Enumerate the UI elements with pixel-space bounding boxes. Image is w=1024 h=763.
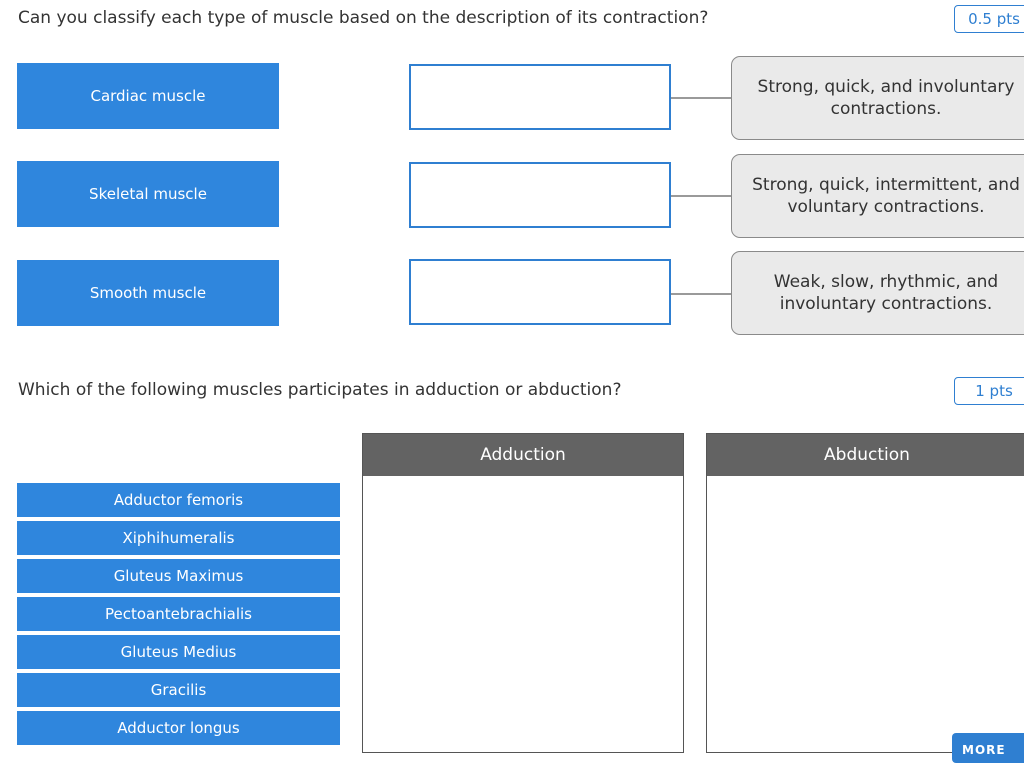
term-tile-skeletal[interactable]: Skeletal muscle: [17, 161, 279, 227]
muscle-item-tile[interactable]: Gluteus Medius: [17, 635, 340, 669]
description-card: Weak, slow, rhythmic, and involuntary contractions.: [731, 251, 1024, 335]
muscle-item-tile[interactable]: Adductor longus: [17, 711, 340, 745]
adduction-drop-zone[interactable]: [362, 433, 684, 753]
adduction-header: Adduction: [363, 434, 683, 476]
more-button[interactable]: MORE: [952, 733, 1024, 763]
question-1-text: Can you classify each type of muscle based on the description of its contraction?: [18, 8, 709, 28]
connector-line: [671, 293, 732, 295]
question-1-points-badge: 0.5 pts: [954, 5, 1024, 33]
abduction-header: Abduction: [707, 434, 1024, 476]
connector-line: [671, 97, 732, 99]
muscle-item-tile[interactable]: Gluteus Maximus: [17, 559, 340, 593]
term-tile-smooth[interactable]: Smooth muscle: [17, 260, 279, 326]
question-2-text: Which of the following muscles participates in adduction or abduction?: [18, 380, 622, 400]
muscle-item-tile[interactable]: Adductor femoris: [17, 483, 340, 517]
muscle-item-tile[interactable]: Pectoantebrachialis: [17, 597, 340, 631]
answer-drop-slot[interactable]: [409, 64, 671, 130]
term-tile-cardiac[interactable]: Cardiac muscle: [17, 63, 279, 129]
connector-line: [671, 195, 732, 197]
description-card: Strong, quick, intermittent, and voluntary contractions.: [731, 154, 1024, 238]
description-card: Strong, quick, and involuntary contractions.: [731, 56, 1024, 140]
abduction-drop-zone[interactable]: [706, 433, 1024, 753]
answer-drop-slot[interactable]: [409, 259, 671, 325]
question-2-points-badge: 1 pts: [954, 377, 1024, 405]
muscle-item-tile[interactable]: Gracilis: [17, 673, 340, 707]
answer-drop-slot[interactable]: [409, 162, 671, 228]
muscle-item-tile[interactable]: Xiphihumeralis: [17, 521, 340, 555]
